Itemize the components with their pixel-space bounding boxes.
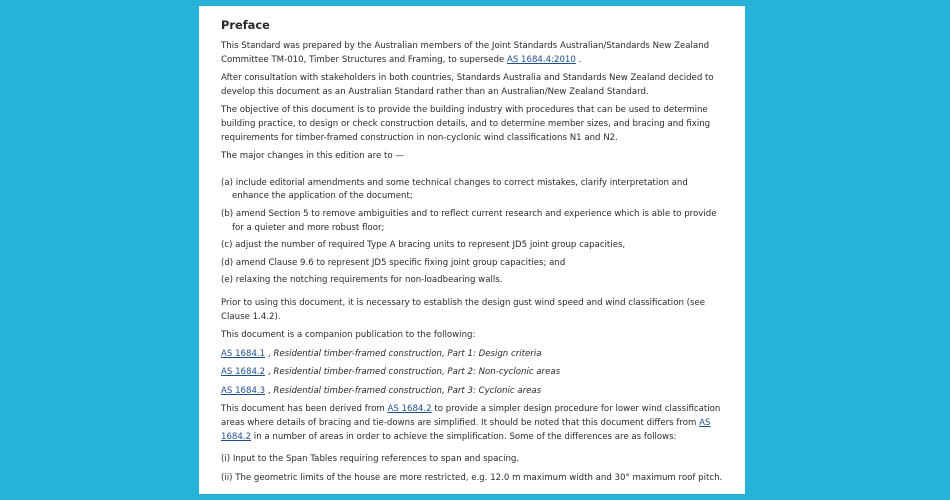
link-as-1684-2-differs[interactable]: AS 1684.2 <box>221 418 711 442</box>
paragraph-text: in a number of areas in order to achieve the simplification. Some of the differences are as follows: <box>251 431 677 442</box>
difference-item-i: (i) Input to the Span Tables requiring references to span and spacing. <box>221 454 520 465</box>
companion-item-2 <box>221 366 723 380</box>
document-page <box>199 6 745 494</box>
paragraph-text: This Standard was prepared by the Australian members of the Joint Standards Australian/Standards New Zealand Committee TM-010, Timber Structures and Framing, to supersede <box>221 41 710 65</box>
paragraph-companion: This document is a companion publication to the following: <box>221 330 476 341</box>
companion-title: Residential timber-framed construction, Part 1: Design criteria <box>273 348 542 359</box>
paragraph-text: This document has been derived from <box>221 404 388 415</box>
paragraph-supersede <box>221 40 723 67</box>
paragraph-consultation: After consultation with stakeholders in both countries, Standards Australia and Standards New Zealand decided to develop this document as an Australian Standard rather than an Australian/New Zealand Standard. <box>221 73 714 97</box>
page-title: Preface <box>221 18 270 32</box>
paragraph-objective: The objective of this document is to provide the building industry with procedures that can be used to determine building practice, to design or check construction details, and to determine member sizes, and bracing and fixing requirements for timber-framed construction in non-cyclonic wind classifications N1 and N2. <box>221 105 711 143</box>
change-item-b: (b) amend Section 5 to remove ambiguities and to reflect current research and experience which is able to provide for a quieter and more robust floor; <box>221 208 717 233</box>
difference-item-ii: (ii) The geometric limits of the house are more restricted, e.g. 12.0 m maximum width and 30° maximum roof pitch. <box>221 472 723 483</box>
paragraph-major-changes: The major changes in this edition are to — <box>221 151 404 162</box>
change-item-d: (d) amend Clause 9.6 to represent JD5 specific fixing joint group capacities; and <box>221 257 566 268</box>
change-item-e: (e) relaxing the notching requirements for non-loadbearing walls. <box>221 275 503 286</box>
change-item-a: (a) include editorial amendments and some technical changes to correct mistakes, clarify interpretation and enhance the application of the document; <box>221 177 688 202</box>
companion-item-3 <box>221 385 723 399</box>
paragraph-text: to provide a simpler design procedure for lower wind classification areas where details of bracing and tie-downs are simplified. It should be noted that this document differs from <box>221 404 721 429</box>
link-as-1684-3[interactable]: AS 1684.3 <box>221 385 266 396</box>
companion-title: Residential timber-framed construction, Part 2: Non-cyclonic areas <box>273 367 561 378</box>
link-as-1684-1[interactable]: AS 1684.1 <box>221 348 266 359</box>
paragraph-derived <box>221 403 723 444</box>
link-as-1684-2[interactable]: AS 1684.2 <box>221 367 266 378</box>
companion-title: Residential timber-framed construction, Part 3: Cyclonic areas <box>273 385 542 396</box>
change-item-c: (c) adjust the number of required Type A bracing units to represent JD5 joint group capacities, <box>221 240 626 251</box>
separator: , <box>265 348 274 359</box>
link-as-1684-4-2010[interactable]: AS 1684.4:2010 <box>506 54 576 65</box>
paragraph-prior-to-using: Prior to using this document, it is necessary to establish the design gust wind speed and wind classification (see Clause 1.4.2). <box>221 297 706 322</box>
link-as-1684-2-derived[interactable]: AS 1684.2 <box>387 404 432 415</box>
companion-item-1 <box>221 348 723 362</box>
separator: , <box>265 367 274 378</box>
paragraph-text: . <box>575 54 582 65</box>
separator: , <box>265 385 274 396</box>
